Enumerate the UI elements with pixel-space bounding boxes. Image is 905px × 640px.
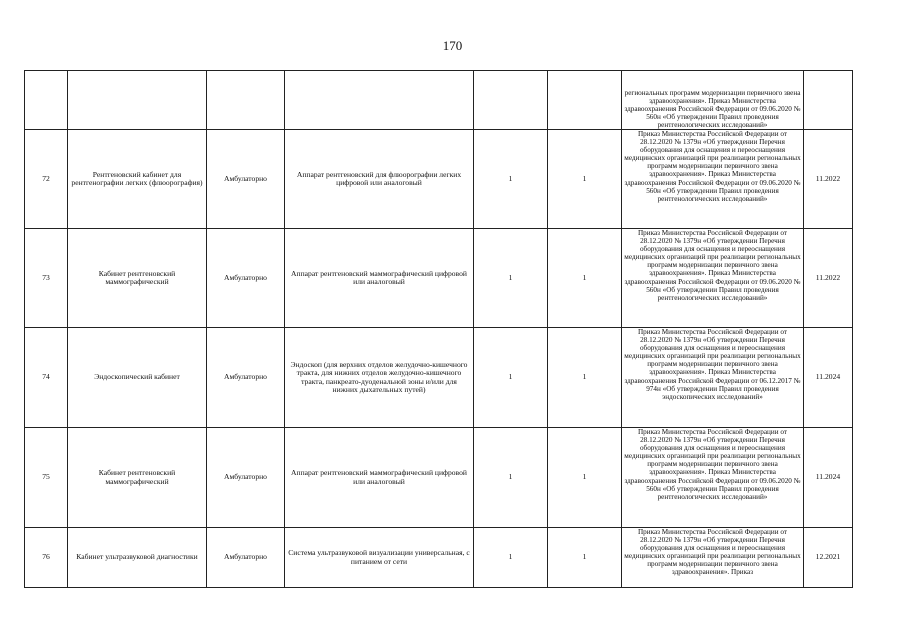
qty1-cell: 1: [474, 328, 548, 428]
date-cell: 11.2024: [804, 428, 853, 528]
basis-cell: Приказ Министерства Российской Федерации от 28.12.2020 № 1379н «Об утверждении Перечня оборудования для оснащения и переоснащения медицинских организаций при реализации региональных программ модернизации первичного звена здравоохранения». Приказ Министерства здравоохранения Российской Федерации от 06.12.2017 № 974н «Об утверждении Правил проведения эндоскопических исследований»: [622, 328, 804, 428]
table-row: [25, 229, 853, 328]
qty2-cell: 1: [548, 528, 622, 588]
qty1-cell: 1: [474, 428, 548, 528]
qty2-cell: 1: [548, 428, 622, 528]
qty1-cell: 1: [474, 528, 548, 588]
equipment-cell: [285, 71, 474, 130]
basis-cell: Приказ Министерства Российской Федерации от 28.12.2020 № 1379н «Об утверждении Перечня оборудования для оснащения и переоснащения медицинских организаций при реализации региональных программ модернизации первичного звена здравоохранения». Приказ Министерства здравоохранения Российской Федерации от 09.06.2020 № 560н «Об утверждении Правил проведения рентгенологических исследований»: [622, 229, 804, 328]
num-cell: 74: [25, 328, 68, 428]
table-row: [25, 328, 853, 428]
table-row: [25, 428, 853, 528]
qty1-cell: 1: [474, 130, 548, 229]
room-cell: Кабинет рентгеновский маммографический: [68, 428, 207, 528]
room-cell: Кабинет рентгеновский маммографический: [68, 229, 207, 328]
type-cell: [207, 71, 285, 130]
type-cell: Амбулаторно: [207, 130, 285, 229]
num-cell: 72: [25, 130, 68, 229]
basis-cell: Приказ Министерства Российской Федерации от 28.12.2020 № 1379н «Об утверждении Перечня оборудования для оснащения и переоснащения медицинских организаций при реализации региональных программ модернизации первичного звена здравоохранения». Приказ Министерства здравоохранения Российской Федерации от 09.06.2020 № 560н «Об утверждении Правил проведения рентгенологических исследований»: [622, 428, 804, 528]
date-cell: [804, 71, 853, 130]
date-cell: 11.2022: [804, 229, 853, 328]
date-cell: 12.2021: [804, 528, 853, 588]
basis-cell: Приказ Министерства Российской Федерации от 28.12.2020 № 1379н «Об утверждении Перечня оборудования для оснащения и переоснащения медицинских организаций при реализации региональных программ модернизации первичного звена здравоохранения». Приказ Министерства здравоохранения Российской Федерации от 09.06.2020 № 560н «Об утверждении Правил проведения рентгенологических исследований»: [622, 130, 804, 229]
qty1-cell: [474, 71, 548, 130]
qty2-cell: 1: [548, 130, 622, 229]
qty1-cell: 1: [474, 229, 548, 328]
basis-cell: региональных программ модернизации первичного звена здравоохранения». Приказ Министерства здравоохранения Российской Федерации от 09.06.2020 № 560н «Об утверждении Правил проведения рентгенологических исследований»: [622, 71, 804, 130]
room-cell: Рентгеновский кабинет для рентгенографии легких (флюорография): [68, 130, 207, 229]
num-cell: 73: [25, 229, 68, 328]
type-cell: Амбулаторно: [207, 428, 285, 528]
type-cell: Амбулаторно: [207, 229, 285, 328]
type-cell: Амбулаторно: [207, 328, 285, 428]
page-number: 170: [442, 38, 463, 53]
equipment-cell: Эндоскоп (для верхних отделов желудочно-кишечного тракта, для нижних отделов желудочно-кишечного тракта, панкреато-дуоденальной зоны и/или для нижних дыхательных путей): [285, 328, 474, 428]
equipment-cell: Аппарат рентгеновский для флюорографии легких цифровой или аналоговый: [285, 130, 474, 229]
equipment-table: [24, 70, 853, 588]
table-row: [25, 130, 853, 229]
equipment-cell: Аппарат рентгеновский маммографический цифровой или аналоговый: [285, 428, 474, 528]
room-cell: Кабинет ультразвуковой диагностики: [68, 528, 207, 588]
equipment-cell: Аппарат рентгеновский маммографический цифровой или аналоговый: [285, 229, 474, 328]
qty2-cell: 1: [548, 328, 622, 428]
room-cell: [68, 71, 207, 130]
date-cell: 11.2024: [804, 328, 853, 428]
type-cell: Амбулаторно: [207, 528, 285, 588]
table-row-continuation: [25, 71, 853, 130]
equipment-cell: Система ультразвуковой визуализации универсальная, с питанием от сети: [285, 528, 474, 588]
num-cell: 75: [25, 428, 68, 528]
num-cell: 76: [25, 528, 68, 588]
qty2-cell: 1: [548, 229, 622, 328]
qty2-cell: [548, 71, 622, 130]
table-row: [25, 528, 853, 588]
num-cell: [25, 71, 68, 130]
basis-cell: Приказ Министерства Российской Федерации от 28.12.2020 № 1379н «Об утверждении Перечня оборудования для оснащения и переоснащения медицинских организаций при реализации региональных программ модернизации первичного звена здравоохранения». Приказ: [622, 528, 804, 588]
room-cell: Эндоскопический кабинет: [68, 328, 207, 428]
date-cell: 11.2022: [804, 130, 853, 229]
